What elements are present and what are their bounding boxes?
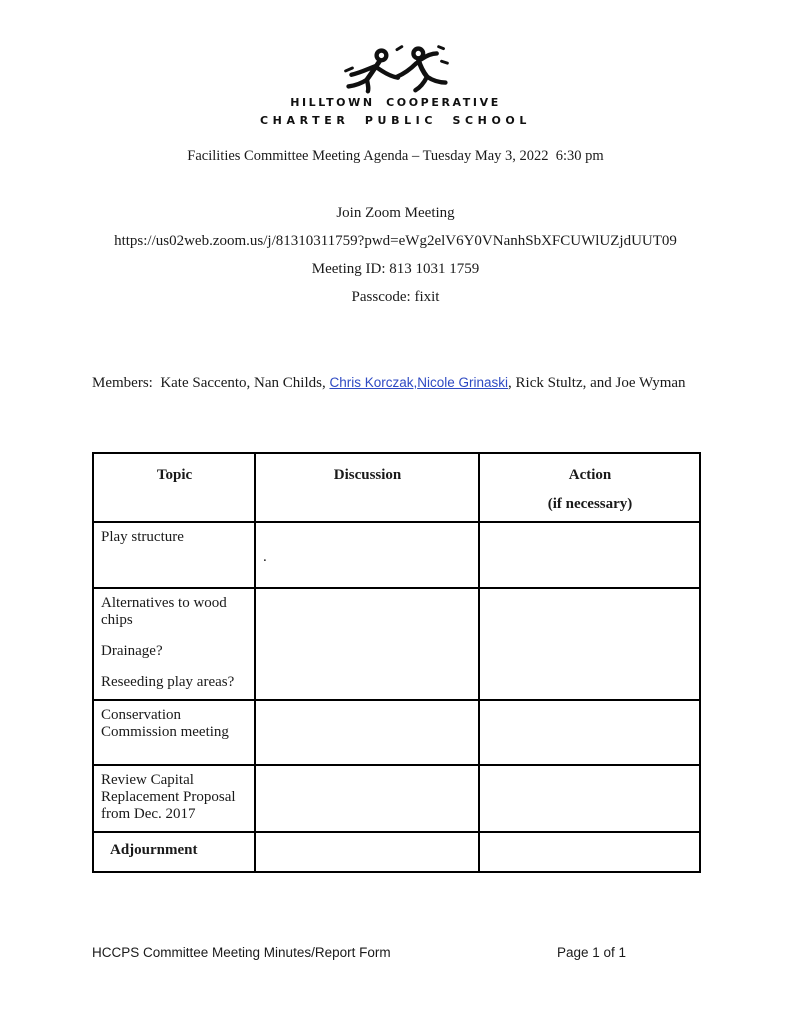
- member-link-chris-korczak[interactable]: Chris Korczak,: [329, 375, 418, 390]
- header-discussion: Discussion: [255, 453, 479, 522]
- table-row-adjournment: [93, 832, 700, 872]
- logo-text-line1: HILLTOWN COOPERATIVE: [290, 96, 501, 109]
- topic-cell: Alternatives to wood chips Drainage? Reseeding play areas?: [93, 588, 255, 700]
- discussion-cell: [255, 832, 479, 872]
- discussion-cell: .: [255, 522, 479, 588]
- zoom-meeting-id: Meeting ID: 813 1031 1759: [311, 261, 480, 277]
- logo-text-line2: CHARTER PUBLIC SCHOOL: [260, 114, 531, 127]
- action-cell: [479, 832, 700, 872]
- action-cell: [479, 588, 700, 700]
- discussion-cell: [255, 765, 479, 832]
- header-topic: Topic: [93, 453, 255, 522]
- zoom-meeting-url: https://us02web.zoom.us/j/81310311759?pwd=eWg2elV6Y0VNanhSbXFCUWlUZjdUUT09: [114, 233, 677, 249]
- topic-cell: Play structure: [93, 522, 255, 588]
- table-row-alternatives: [93, 588, 700, 700]
- action-cell: [479, 700, 700, 765]
- school-logo: [0, 0, 791, 128]
- members-suffix: , Rick Stultz, and Joe Wyman: [508, 375, 686, 391]
- members-prefix: Members: Kate Saccento, Nan Childs,: [92, 375, 330, 391]
- member-link-nicole-grinaski[interactable]: Nicole Grinaski: [417, 375, 509, 390]
- action-cell: [479, 522, 700, 588]
- table-header-row: [93, 453, 700, 522]
- discussion-cell: [255, 700, 479, 765]
- table-row-play-structure: [93, 522, 700, 588]
- dancing-children-icon: [333, 42, 459, 94]
- zoom-passcode: Passcode: fixit: [351, 289, 440, 305]
- topic-cell: Adjournment: [93, 832, 255, 872]
- zoom-meeting-heading: Join Zoom Meeting: [336, 205, 455, 221]
- action-cell: [479, 765, 700, 832]
- members-line: [92, 375, 791, 391]
- topic-cell: Conservation Commission meeting: [93, 700, 255, 765]
- discussion-cell: [255, 588, 479, 700]
- table-row-capital-proposal: [93, 765, 700, 832]
- document-title: Facilities Committee Meeting Agenda – Tuesday May 3, 2022 6:30 pm: [187, 148, 604, 164]
- topic-cell: Review Capital Replacement Proposal from Dec. 2017: [93, 765, 255, 832]
- footer-page-number: Page 1 of 1: [557, 945, 627, 960]
- header-action: Action (if necessary): [479, 453, 700, 522]
- agenda-table: [92, 452, 701, 873]
- footer-form-name: HCCPS Committee Meeting Minutes/Report Form: [92, 945, 391, 960]
- table-row-conservation: [93, 700, 700, 765]
